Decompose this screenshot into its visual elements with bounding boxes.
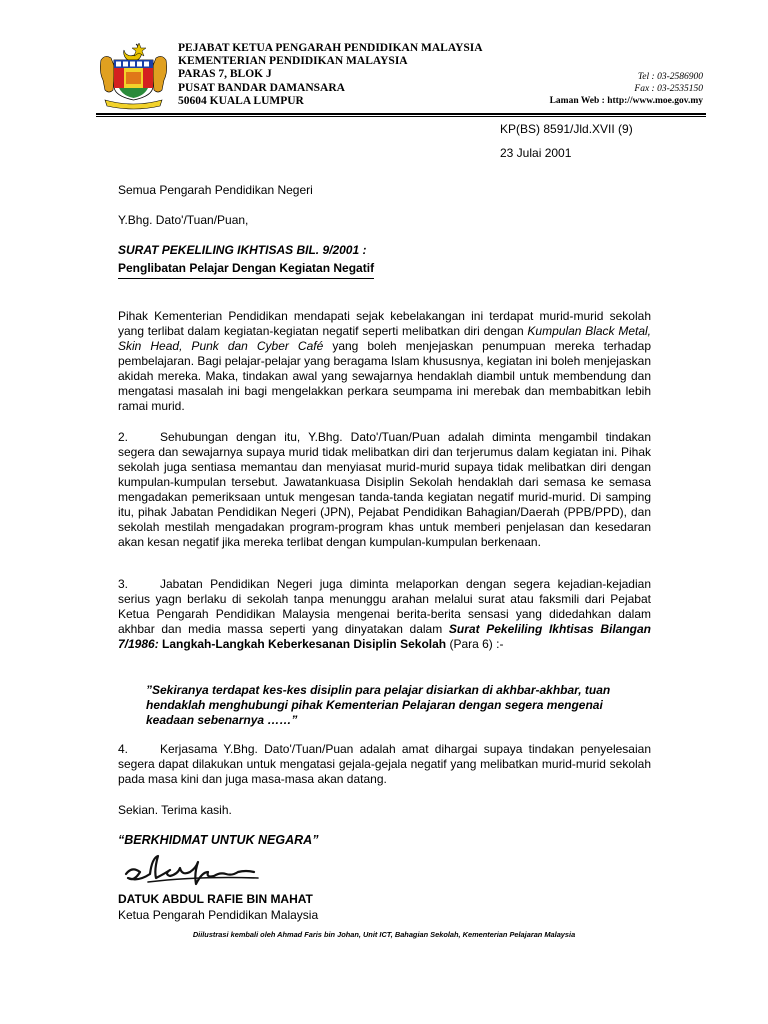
signatory-name: DATUK ABDUL RAFIE BIN MAHAT <box>118 892 313 906</box>
office-line: 50604 KUALA LUMPUR <box>178 94 304 107</box>
motto: “BERKHIDMAT UNTUK NEGARA” <box>118 833 319 847</box>
fax: Fax : 03-2535150 <box>634 84 703 94</box>
salutation: Y.Bhg. Dato'/Tuan/Puan, <box>118 213 249 227</box>
paragraph-2 <box>118 430 651 550</box>
office-line: PEJABAT KETUA PENGARAH PENDIDIKAN MALAYSIA <box>178 42 483 54</box>
contact-block <box>550 71 703 107</box>
quoted-instruction: ”Sekiranya terdapat kes-kes disiplin para pelajar disiarkan di akhbar-akhbar, tuan hendaklah menghubungi pihak Kementerian Pelajaran dengan segera mengenai keadaan sebenarnya ……” <box>146 683 611 727</box>
p2-text: Sehubungan dengan itu, Y.Bhg. Dato'/Tuan/Puan adalah diminta mengambil tindakan segera dan sewajarnya supaya murid tidak melibatkan diri dan terjerumus dalam kegiatan ini. Pihak sekolah juga sentiasa memantau dan menyiasat murid-murid supaya tidak melibatkan diri dengan kumpulan-kumpulan tersebut. Jawatankuasa Disiplin Sekolah hendaklah dari semasa ke semasa mengadakan pemeriksaan untuk mengesan tanda-tanda kegiatan negatif murid-murid. Di samping itu, pihak Jabatan Pendidikan Negeri (JPN), Pejabat Pendidikan Bahagian/Daerah (PPB/PPD), dan sekolah mestilah mengadakan program-program khas untuk memberi penjelasan dan kesedaran akan kesan negatif jika mereka terlibat dengan kumpulan-kumpulan berkenaan. <box>118 430 651 549</box>
p3-circular-ref: Surat Pekeliling Ikhtisas Bilangan 7/1986: <box>118 622 651 651</box>
paragraph-number: 2. <box>118 430 129 444</box>
header-divider-thin <box>96 116 706 117</box>
letterhead-address <box>178 42 483 108</box>
paragraph-number: 3. <box>118 577 129 591</box>
coat-of-arms-logo <box>97 40 170 112</box>
paragraph-number: 4. <box>118 742 129 756</box>
p4-text: Kerjasama Y.Bhg. Dato'/Tuan/Puan adalah amat dihargai supaya tindakan penyelesaian segera dapat dilakukan untuk mengatasi gejala-gejala negatif yang melibatkan murid-murid sekolah pada masa kini dan juga masa-masa akan datang. <box>118 742 651 786</box>
p3-text: Jabatan Pendidikan Negeri juga diminta melaporkan dengan segera kejadian-kejadian serius yagn berlaku di sekolah tanpa menunggu arahan melalui surat atau faksmili dari Pejabat Ketua Pengarah Pendidikan Malaysia mengenai berita-berita sensasi yang didedahkan dalam akhbar dan media massa seperti yang dinyatakan dalam <box>118 577 651 636</box>
office-line: KEMENTERIAN PENDIDIKAN MALAYSIA <box>178 55 408 68</box>
footer-note: Diilustrasi kembali oleh Ahmad Faris bin Johan, Unit ICT, Bahagian Sekolah, Kementerian Pelajaran Malaysia <box>192 930 576 939</box>
letter-date: 23 Julai 2001 <box>500 146 572 160</box>
telephone: Tel : 03-2586900 <box>637 72 703 82</box>
p3-circular-title: Langkah-Langkah Keberkesanan Disiplin Sekolah <box>158 637 447 651</box>
p1-text: Pihak Kementerian Pendidikan mendapati sejak kebelakangan ini terdapat murid-murid sekolah yang terlibat dalam kegiatan-kegiatan negatif seperti melibatkan diri dengan <box>118 309 651 338</box>
signature <box>118 850 283 892</box>
paragraph-1 <box>118 309 651 414</box>
subject-heading: Penglibatan Pelajar Dengan Kegiatan Negatif <box>118 261 374 279</box>
paragraph-4 <box>118 742 651 787</box>
subject-title: SURAT PEKELILING IKHTISAS BIL. 9/2001 : <box>118 243 367 257</box>
p1-text-end: yang boleh menjejaskan penumpuan mereka terhadap pembelajaran. Bagi pelajar-pelajar yang beragama Islam khususnya, kegiatan ini boleh menjejaskan akidah mereka. Maka, tindakan awal yang sewajarnya hendaklah diambil untuk membendung dan mengatasi masalah ini bagi mengelakkan perkara seumpama ini merebak dan membabitkan lebih ramai murid. <box>118 339 652 413</box>
office-line: PUSAT BANDAR DAMANSARA <box>178 81 345 94</box>
p3-para-ref: (Para 6) :- <box>446 637 504 651</box>
subject-block <box>118 243 374 275</box>
closing: Sekian. Terima kasih. <box>118 803 232 817</box>
signatory-title: Ketua Pengarah Pendidikan Malaysia <box>118 908 319 922</box>
paragraph-3 <box>118 577 651 652</box>
p1-groups: Kumpulan Black Metal, Skin Head, Punk dan Cyber Café <box>118 324 651 353</box>
recipient: Semua Pengarah Pendidikan Negeri <box>118 183 313 197</box>
office-line: PARAS 7, BLOK J <box>178 68 272 81</box>
reference-number: KP(BS) 8591/Jld.XVII (9) <box>500 122 633 136</box>
website: Laman Web : http://www.moe.gov.my <box>549 96 703 106</box>
header-divider <box>96 113 706 115</box>
